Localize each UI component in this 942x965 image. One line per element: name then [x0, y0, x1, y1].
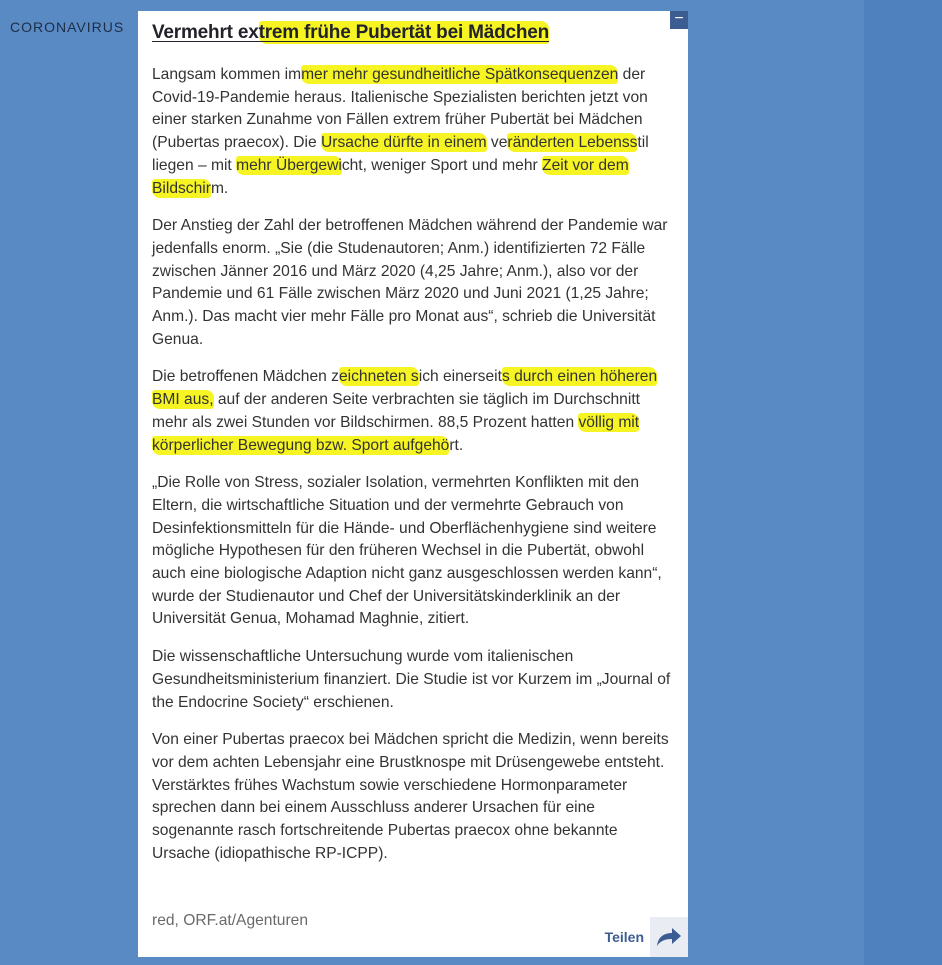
highlight: eichneten s — [338, 368, 419, 386]
highlight: ränderten Lebenss — [507, 134, 638, 152]
article-source: red, ORF.at/Agenturen — [152, 912, 309, 929]
highlight: mehr Übergewi — [236, 156, 342, 174]
collapse-button[interactable]: − — [670, 11, 688, 29]
highlight: Zeit vor dem Bildschir — [152, 156, 629, 197]
share-label[interactable]: Teilen — [604, 929, 644, 945]
highlight: mer mehr gesundheitliche Spätkonsequenzen — [301, 66, 619, 83]
highlight: s durch einen höheren BMI aus, — [152, 368, 658, 409]
article-card — [138, 11, 688, 957]
article-paragraph-3: Die betroffenen Mädchen zeichneten sich einerseits durch einen höheren BMI aus, auf der anderen Seite verbrachten sie täglich im Durchschnitt mehr als zwei Stunden vor Bildschirmen. 88,5 Prozent hatten völlig mit körperlicher Bewegung bzw. Sport aufgehört. — [152, 368, 658, 454]
article-paragraph-6: Von einer Pubertas praecox bei Mädchen spricht die Medizin, wenn bereits vor dem achten Lebensjahr eine Brustknospe mit Drüsengewebe entsteht. Verstärktes frühes Wachstum sowie verschiedene Hormonparameter sprechen dann bei einem Ausschluss anderer Ursachen für eine sogenannte rasch fortschreitende Pubertas praecox ohne bekannte Ursache (idiopathische RP-ICPP). — [152, 731, 669, 862]
article-paragraph-5: Die wissenschaftliche Untersuchung wurde vom italienischen Gesundheitsministerium finanziert. Die Studie ist vor Kurzem im „Journal of the Endocrine Society“ erschienen. — [152, 648, 671, 711]
highlight: völlig mit körperlicher Bewegung bzw. Sport aufgehö — [152, 413, 640, 454]
right-background-band — [864, 0, 942, 965]
share-button[interactable] — [605, 917, 688, 957]
article-paragraph-2: Der Anstieg der Zahl der betroffenen Mädchen während der Pandemie war jedenfalls enorm. „Sie (die Studenautoren; Anm.) identifizierten 72 Fälle zwischen Jänner 2016 und März 2020 (4,25 Jahre; Anm.), also vor der Pandemie und 61 Fälle zwischen März 2020 und Juni 2021 (1,25 Jahre; Anm.). Das macht vier mehr Fälle pro Monat aus“, schrieb die Universität Genua. — [152, 217, 668, 348]
category-label: CORONAVIRUS — [10, 19, 125, 35]
article-title: Vermehrt extrem frühe Pubertät bei Mädchen — [152, 22, 550, 43]
highlight: trem frühe Pubertät bei Mädchen — [258, 22, 550, 43]
article-paragraph-1: Langsam kommen immer mehr gesundheitliche Spätkonsequenzen der Covid-19-Pandemie heraus. Italienische Spezialisten berichten jetzt von einer starken Zunahme von Fällen extrem früher Pubertät bei Mädchen (Pubertas praecox). Die Ursache dürfte in einem veränderten Lebensstil liegen – mit mehr Übergewicht, weniger Sport und mehr Zeit vor dem Bildschirm. — [152, 66, 649, 197]
share-arrow-icon[interactable] — [650, 917, 688, 957]
article-paragraph-4: „Die Rolle von Stress, sozialer Isolation, vermehrten Konflikten mit den Eltern, die wirtschaftliche Situation und der vermehrte Gebrauch von Desinfektionsmitteln für die Hände- und Oberflächenhygiene sind weitere mögliche Hypothesen für den früheren Wechsel in die Pubertät, obwohl auch eine biologische Adaption nicht ganz ausgeschlossen werden kann“, wurde der Studienautor und Chef der Universitätskinderklinik an der Universität Genua, Mohamad Maghnie, zitiert. — [152, 474, 662, 628]
highlight: Ursache dürfte in einem — [321, 134, 487, 152]
